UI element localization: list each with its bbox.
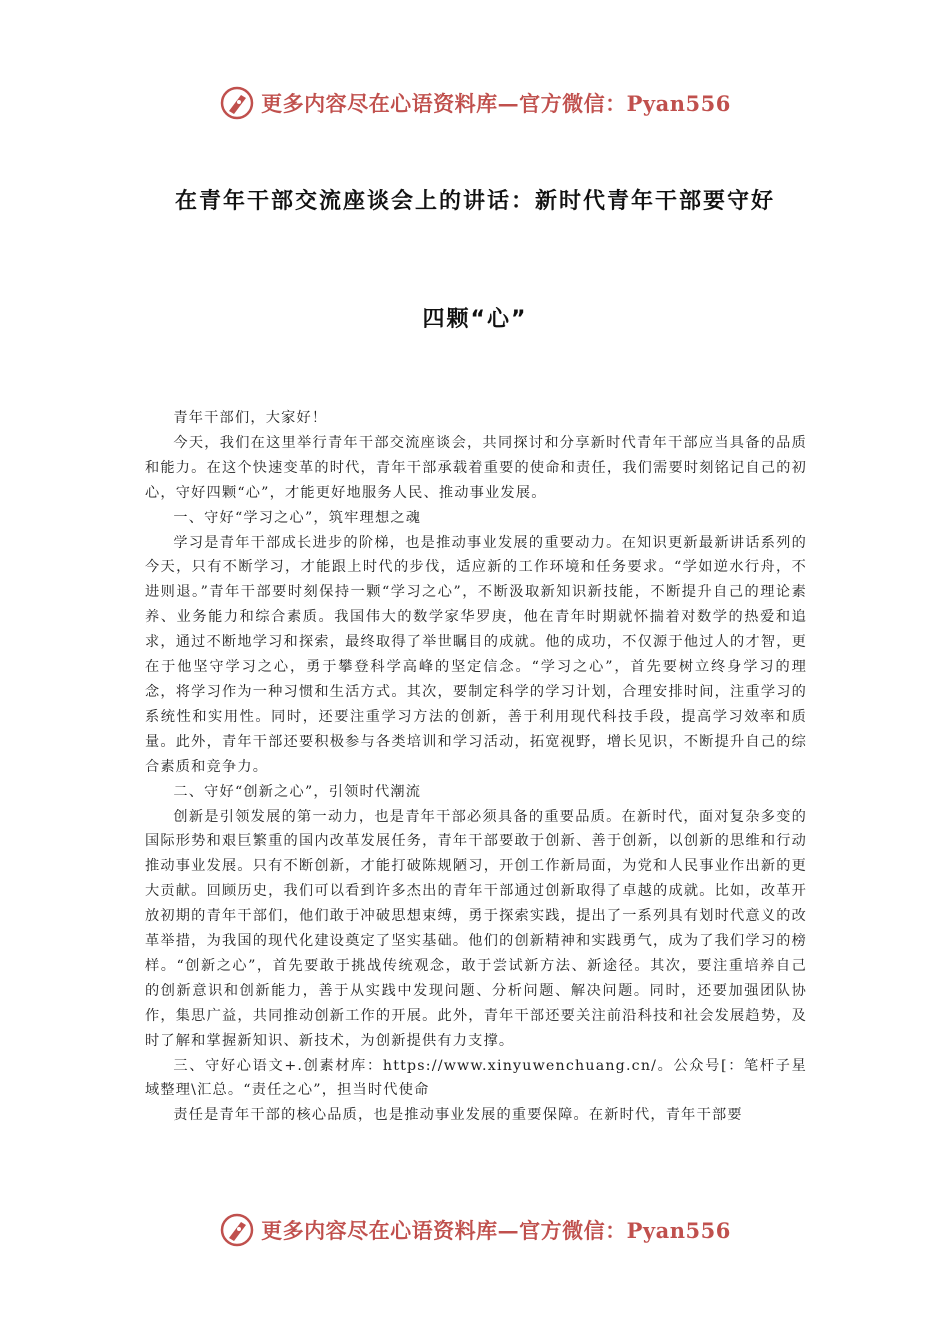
section-heading-2: 二、守好“创新之心”，引领时代潮流 <box>173 783 422 800</box>
paragraph-section-1: 学习是青年干部成长进步的阶梯，也是推动事业发展的重要动力。在知识更新最新讲话系列的今天，只有不断学习，才能跟上时代的步伐，适应新的工作环境和任务要求。“学如逆水行舟，不进则退。”青年干部要时刻保持一颗“学习之心”，不断汲取新知识新技能，不断提升自己的理论素养、业务能力和综合素质。我国伟大的数学家华罗庚，他在青年时期就怀揣着对数学的热爱和追求，通过不断地学习和探索，最终取得了举世瞩目的成就。他的成功，不仅源于他过人的才智，更在于他坚守学习之心，勇于攀登科学高峰的坚定信念。“学习之心”，首先要树立终身学习的理念，将学习作为一种习惯和生活方式。其次，要制定科学的学习计划，合理安排时间，注重学习的系统性和实用性。同时，还要注重学习方法的创新，善于利用现代科技手段，提高学习效率和质量。此外，青年干部还要积极参与各类培训和学习活动，拓宽视野，增长见识，不断提升自己的综合素质和竞争力。 <box>145 534 807 775</box>
document-title-line2: 四颗“心” <box>422 307 528 332</box>
paragraph-section-3: 责任是青年干部的核心品质，也是推动事业发展的重要保障。在新时代，青年干部要 <box>173 1107 743 1124</box>
document-body <box>145 406 807 1128</box>
section-heading-3: 三、守好心语文+.创素材库：https://www.xinyuwenchuang.cn/。公众号[：笔杆子星域整理\汇总。“责任之心”，担当时代使命 <box>145 1057 807 1099</box>
pen-nib-logo-icon <box>219 85 255 121</box>
document-title-line1: 在青年干部交流座谈会上的讲话：新时代青年干部要守好 <box>174 189 775 214</box>
top-banner[interactable] <box>0 82 950 124</box>
banner-text: 更多内容尽在心语资料库—官方微信：Pyan556 <box>261 91 731 116</box>
banner-text: 更多内容尽在心语资料库—官方微信：Pyan556 <box>261 1218 731 1243</box>
paragraph-section-2: 创新是引领发展的第一动力，也是青年干部必须具备的重要品质。在新时代，面对复杂多变的国际形势和艰巨繁重的国内改革发展任务，青年干部要敢于创新、善于创新，以创新的思维和行动推动事业发展。只有不断创新，才能打破陈规陋习，开创工作新局面，为党和人民事业作出新的更大贡献。回顾历史，我们可以看到许多杰出的青年干部通过创新取得了卓越的成就。比如，改革开放初期的青年干部们，他们敢于冲破思想束缚，勇于探索实践，提出了一系列具有划时代意义的改革举措，为我国的现代化建设奠定了坚实基础。他们的创新精神和实践勇气，成为了我们学习的榜样。“创新之心”，首先要敢于挑战传统观念，敢于尝试新方法、新途径。其次，要注重培养自己的创新意识和创新能力，善于从实践中发现问题、分析问题、解决问题。同时，还要加强团队协作，集思广益，共同推动创新工作的开展。此外，青年干部还要关注前沿科技和社会发展趋势，及时了解和掌握新知识、新技术，为创新提供有力支撑。 <box>145 808 807 1049</box>
bottom-banner[interactable] <box>0 1209 950 1251</box>
pen-nib-logo-icon <box>219 1212 255 1248</box>
paragraph-intro: 今天，我们在这里举行青年干部交流座谈会，共同探讨和分享新时代青年干部应当具备的品质和能力。在这个快速变革的时代，青年干部承载着重要的使命和责任，我们需要时刻铭记自己的初心，守好四颗“心”，才能更好地服务人民、推动事业发展。 <box>145 434 807 501</box>
paragraph-greeting: 青年干部们，大家好！ <box>173 410 328 426</box>
section-heading-1: 一、守好“学习之心”，筑牢理想之魂 <box>173 509 422 526</box>
